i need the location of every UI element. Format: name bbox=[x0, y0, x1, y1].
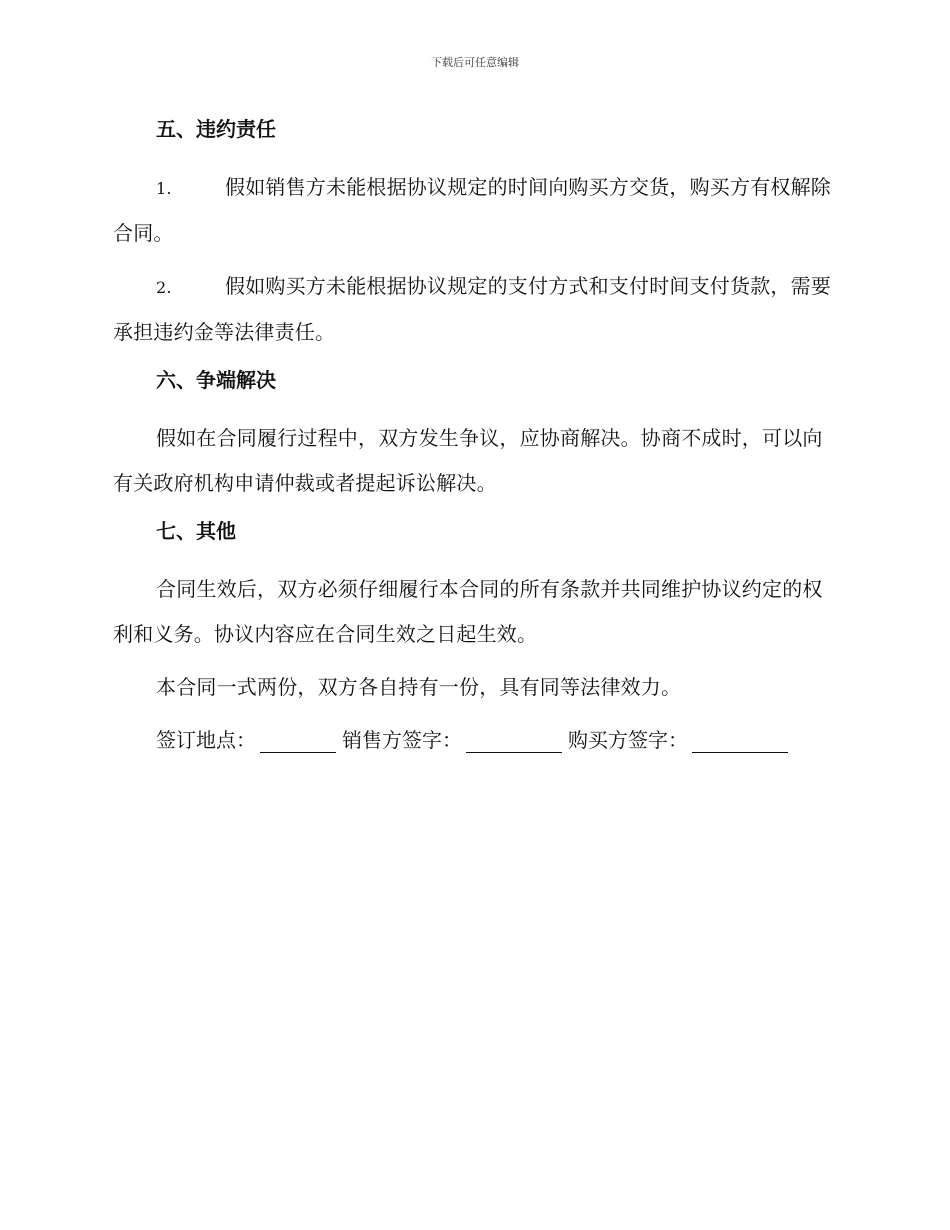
paragraph-dispute: 假如在合同履行过程中，双方发生争议，应协商解决。协商不成时，可以向有关政府机构申请仲裁或者提起诉讼解决。 bbox=[113, 426, 823, 495]
buyer-sign-label: 购买方签字： bbox=[568, 728, 688, 752]
clause-number: 1. bbox=[156, 179, 172, 198]
clause-item-1 bbox=[113, 165, 833, 256]
buyer-sign-blank bbox=[692, 730, 788, 753]
paragraph-copies: 本合同一式两份，双方各自持有一份，具有同等法律效力。 bbox=[156, 675, 682, 699]
page-header: 下载后可任意编辑 bbox=[431, 56, 519, 69]
clause-number: 2. bbox=[156, 278, 172, 297]
paragraph-effect: 合同生效后，双方必须仔细履行本合同的所有条款并共同维护协议约定的权利和义务。协议内容应在合同生效之日起生效。 bbox=[113, 577, 823, 646]
clause-text: 假如销售方未能根据协议规定的时间向购买方交货，购买方有权解除合同。 bbox=[113, 175, 831, 245]
sign-place-blank bbox=[260, 730, 336, 753]
seller-sign-blank bbox=[466, 730, 562, 753]
clause-text: 假如购买方未能根据协议规定的支付方式和支付时间支付货款，需要承担违约金等法律责任。 bbox=[113, 274, 831, 344]
clause-item-2 bbox=[113, 264, 833, 355]
seller-sign-label: 销售方签字： bbox=[342, 728, 462, 752]
sign-place-label: 签订地点： bbox=[156, 728, 256, 752]
section-heading-breach: 五、违约责任 bbox=[156, 117, 276, 141]
document-body bbox=[113, 112, 833, 763]
section-heading-other: 七、其他 bbox=[156, 519, 236, 543]
signature-line bbox=[156, 718, 833, 763]
section-heading-dispute: 六、争端解决 bbox=[156, 368, 276, 392]
